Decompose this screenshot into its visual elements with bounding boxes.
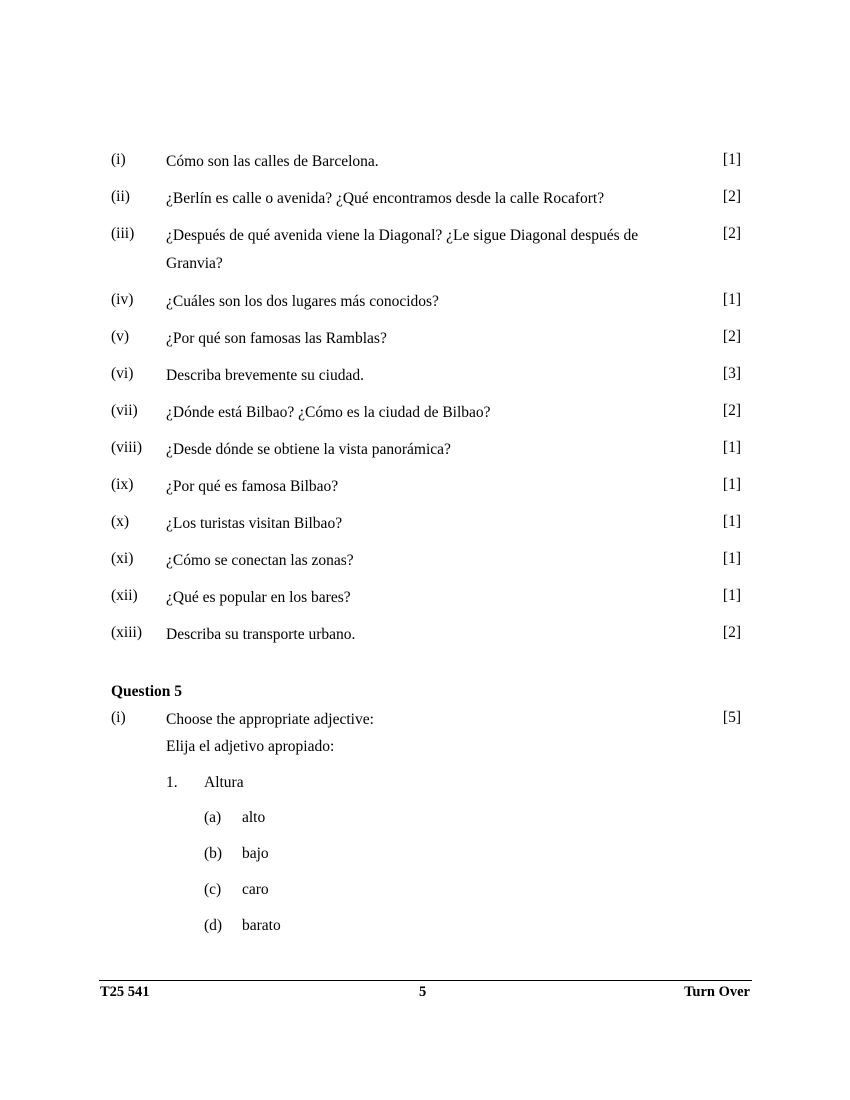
question-number: (ix) bbox=[111, 476, 134, 493]
question-text: Cómo son las calles de Barcelona. bbox=[166, 153, 379, 170]
question-row-i bbox=[111, 148, 741, 172]
option-label: (d) bbox=[204, 917, 223, 934]
question-text: ¿Por qué es famosa Bilbao? bbox=[166, 478, 339, 495]
question-number: (vi) bbox=[111, 365, 134, 382]
footer-turn-over: Turn Over bbox=[684, 984, 750, 1000]
question-text: ¿Cuáles son los dos lugares más conocidos? bbox=[166, 293, 439, 310]
question-row-x bbox=[111, 510, 741, 534]
option-text: caro bbox=[242, 881, 269, 898]
item-number: 1. bbox=[166, 774, 178, 791]
part-marks: [5] bbox=[722, 709, 741, 726]
question-5-part-i bbox=[111, 706, 741, 730]
question-row-viii bbox=[111, 436, 741, 460]
question-number: (xii) bbox=[111, 587, 138, 604]
option-text: barato bbox=[242, 917, 281, 934]
question-marks: [2] bbox=[722, 188, 741, 205]
option-a bbox=[204, 806, 265, 830]
option-label: (a) bbox=[204, 809, 222, 826]
question-row-xii bbox=[111, 584, 741, 608]
question-number: (i) bbox=[111, 151, 126, 168]
question-row-vii bbox=[111, 399, 741, 423]
question-number: (iv) bbox=[111, 291, 134, 308]
footer-divider bbox=[99, 980, 752, 981]
question-text: ¿Berlín es calle o avenida? ¿Qué encontramos desde la calle Rocafort? bbox=[166, 190, 605, 207]
question-marks: [2] bbox=[722, 328, 741, 345]
option-c bbox=[204, 878, 269, 902]
question-row-iv bbox=[111, 288, 741, 312]
question-marks: [1] bbox=[722, 151, 741, 168]
question-marks: [2] bbox=[722, 402, 741, 419]
question-5-heading: Question 5 bbox=[111, 683, 183, 700]
question-number: (x) bbox=[111, 513, 130, 530]
option-text: alto bbox=[242, 809, 266, 826]
question-marks: [1] bbox=[722, 513, 741, 530]
question-text: ¿Después de qué avenida viene la Diagonal? ¿Le sigue Diagonal después de Granvia? bbox=[166, 227, 639, 272]
question-marks: [1] bbox=[722, 476, 741, 493]
question-number: (xi) bbox=[111, 550, 134, 567]
question-marks: [2] bbox=[722, 624, 741, 641]
question-number: (v) bbox=[111, 328, 130, 345]
question-row-vi bbox=[111, 362, 741, 386]
question-text: ¿Los turistas visitan Bilbao? bbox=[166, 515, 343, 532]
part-number: (i) bbox=[111, 709, 126, 726]
question-number: (iii) bbox=[111, 225, 135, 242]
question-row-ix bbox=[111, 473, 741, 497]
option-label: (c) bbox=[204, 881, 222, 898]
question-row-v bbox=[111, 325, 741, 349]
question-text: Describa brevemente su ciudad. bbox=[166, 367, 364, 384]
instruction-english: Choose the appropriate adjective: bbox=[166, 711, 374, 728]
option-b bbox=[204, 842, 269, 866]
question-number: (xiii) bbox=[111, 624, 142, 641]
footer-page-number: 5 bbox=[419, 984, 427, 1000]
question-row-ii bbox=[111, 185, 741, 209]
question-marks: [3] bbox=[722, 365, 741, 382]
question-text: ¿Qué es popular en los bares? bbox=[166, 589, 351, 606]
item-1 bbox=[166, 771, 244, 795]
option-d bbox=[204, 914, 281, 938]
question-number: (viii) bbox=[111, 439, 142, 456]
question-marks: [1] bbox=[722, 550, 741, 567]
item-word: Altura bbox=[204, 774, 244, 791]
footer-paper-code: T25 541 bbox=[100, 984, 150, 1000]
question-marks: [2] bbox=[722, 225, 741, 242]
question-marks: [1] bbox=[722, 291, 741, 308]
question-marks: [1] bbox=[722, 587, 741, 604]
question-text: ¿Cómo se conectan las zonas? bbox=[166, 552, 354, 569]
question-number: (ii) bbox=[111, 188, 130, 205]
option-text: bajo bbox=[242, 845, 269, 862]
question-row-xi bbox=[111, 547, 741, 571]
question-text: ¿Dónde está Bilbao? ¿Cómo es la ciudad de Bilbao? bbox=[166, 404, 491, 421]
question-text: ¿Por qué son famosas las Ramblas? bbox=[166, 330, 387, 347]
question-text: Describa su transporte urbano. bbox=[166, 626, 356, 643]
instruction-spanish: Elija el adjetivo apropiado: bbox=[166, 738, 335, 755]
question-marks: [1] bbox=[722, 439, 741, 456]
question-text: ¿Desde dónde se obtiene la vista panorámica? bbox=[166, 441, 451, 458]
option-label: (b) bbox=[204, 845, 223, 862]
question-number: (vii) bbox=[111, 402, 138, 419]
question-row-xiii bbox=[111, 621, 741, 645]
question-row-iii bbox=[111, 222, 741, 272]
